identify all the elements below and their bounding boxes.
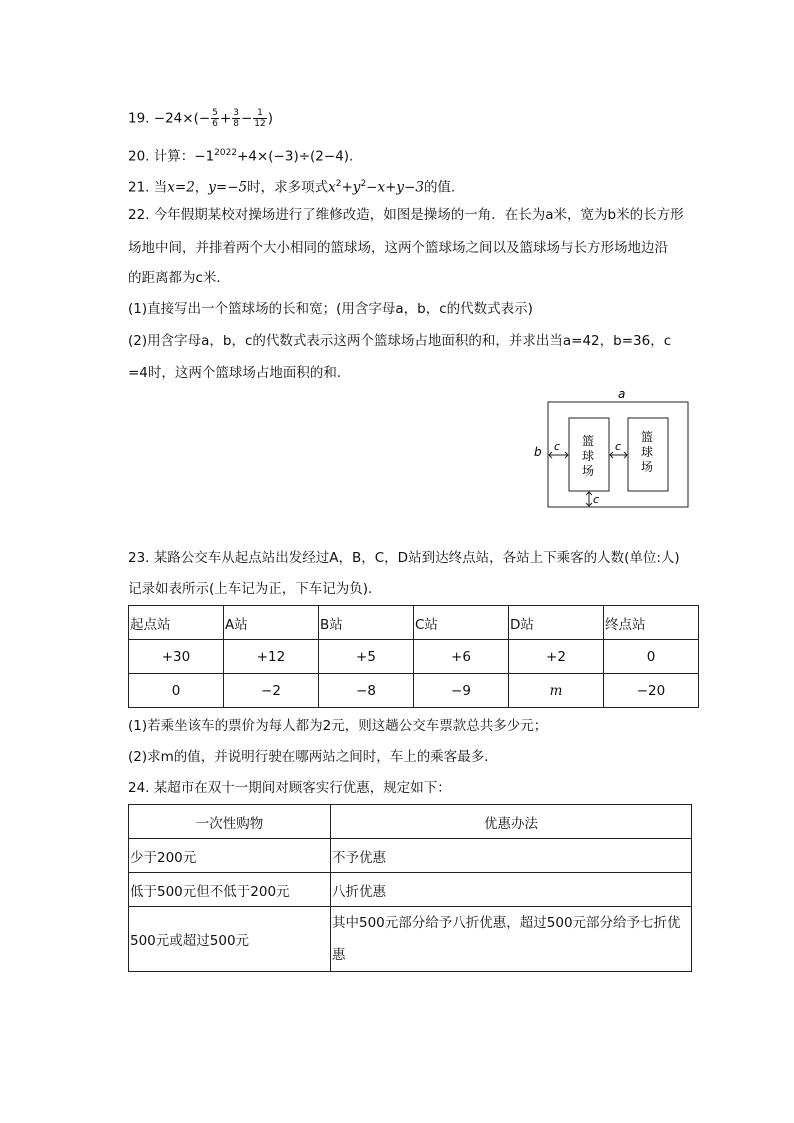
q19-plus: +: [219, 110, 232, 127]
q21-sup-1: 2: [335, 179, 342, 189]
q21-mid: 时，求多项式: [247, 179, 329, 196]
q23-line-1: 23. 某路公交车从起点站出发经过A，B，C，D站到达终点站，各站上下乘客的人数(单位:人): [128, 550, 680, 566]
table-cell: 八折优惠: [331, 873, 692, 907]
table-cell: −8: [319, 674, 414, 708]
q21-x-value: x=2: [167, 179, 195, 196]
header-cell: 终点站: [604, 606, 699, 640]
q19-fraction-2: [232, 108, 240, 129]
table-cell: 少于200元: [129, 839, 331, 873]
q22-part-2b: =4时，这两个篮球场占地面积的和．: [128, 365, 351, 381]
q21-sup-2: 2: [360, 179, 367, 189]
q23-part-1: (1)若乘坐该车的票价为每人都为2元，则这趟公交车票款总共多少元；: [128, 718, 548, 734]
table-cell: +12: [224, 640, 319, 674]
q22-part-1: (1)直接写出一个篮球场的长和宽；(用含字母a，b，c的代数式表示): [128, 301, 533, 317]
table-row: [129, 674, 699, 708]
question-21: [128, 174, 455, 198]
table-row: [129, 805, 692, 839]
header-cell: 一次性购物: [129, 805, 331, 839]
q20-rest: +4×(−3)÷(2−4).: [237, 148, 354, 165]
question-20: [128, 143, 353, 167]
table-cell: 0: [604, 640, 699, 674]
header-cell: B站: [319, 606, 414, 640]
q21-pre: 21. 当: [128, 179, 168, 196]
header-cell: D站: [509, 606, 604, 640]
q20-exponent: 2022: [214, 148, 238, 158]
table-cell: +2: [509, 640, 604, 674]
q19-close: ): [267, 110, 273, 127]
q19-minus: −: [240, 110, 253, 127]
q19-fraction-1: [211, 108, 219, 129]
q21-expr-1: x: [328, 179, 336, 196]
q21-expr-2: +y: [341, 179, 361, 196]
court-left-char-1: 篮: [582, 434, 595, 448]
question-19: [128, 108, 273, 129]
header-cell: 起点站: [129, 606, 224, 640]
table-cell: 0: [129, 674, 224, 708]
table-row: [129, 907, 692, 972]
label-b: b: [534, 445, 542, 459]
table-cell: −2: [224, 674, 319, 708]
table-cell: +30: [129, 640, 224, 674]
field-diagram: [530, 385, 700, 515]
q19-f2-den: 8: [233, 119, 239, 129]
q19-f2-num: 3: [233, 108, 239, 118]
q19-f1-den: 6: [212, 119, 218, 129]
table-row: [129, 640, 699, 674]
table-cell: −9: [414, 674, 509, 708]
table-cell: −20: [604, 674, 699, 708]
q20-text: 20. 计算：−1: [128, 148, 215, 165]
q19-f1-num: 5: [212, 108, 218, 118]
header-cell: A站: [224, 606, 319, 640]
q21-end: 的值.: [423, 179, 456, 196]
q21-expr-3: −x+y−3: [366, 179, 424, 196]
q24-line-1: 24. 某超市在双十一期间对顾客实行优惠，规定如下：: [128, 780, 451, 796]
label-c-middle: c: [615, 440, 622, 453]
court-right-char-2: 球: [641, 445, 654, 459]
q19-lead: −24×(−: [153, 110, 211, 127]
court-left-char-3: 场: [582, 464, 595, 478]
q22-part-2a: (2)用含字母a，b，c的代数式表示这两个篮球场占地面积的和，并求出当a=42，b=36，c: [128, 333, 672, 349]
q23-part-2: (2)求m的值，并说明行驶在哪两站之间时，车上的乘客最多．: [128, 749, 498, 765]
q19-f3-den: 12: [254, 119, 266, 129]
label-a: a: [618, 387, 626, 401]
label-c-bottom: c: [593, 493, 600, 506]
q22-line-3: 的距离都为c米．: [128, 270, 230, 286]
table-row: [129, 839, 692, 873]
q19-fraction-3: [253, 108, 266, 129]
bus-table: [128, 605, 699, 708]
q21-sep: ，: [194, 179, 209, 196]
table-cell: 500元或超过500元: [129, 907, 331, 972]
discount-table: [128, 804, 692, 972]
q19-number: 19.: [128, 110, 150, 127]
table-row: [129, 606, 699, 640]
table-cell: +5: [319, 640, 414, 674]
table-row: [129, 873, 692, 907]
q21-y-value: y=−5: [208, 179, 248, 196]
q23-line-2: 记录如表所示(上车记为正，下车记为负)．: [128, 581, 382, 597]
table-cell: m: [509, 674, 604, 708]
q22-line-2: 场地中间，并排着两个大小相同的篮球场，这两个篮球场之间以及篮球场与长方形场地边沿: [128, 240, 668, 256]
court-left-char-2: 球: [582, 449, 595, 463]
table-cell: +6: [414, 640, 509, 674]
court-right-char-1: 篮: [641, 430, 654, 444]
label-c-left: c: [554, 440, 561, 453]
court-right-char-3: 场: [641, 460, 654, 474]
q19-f3-num: 1: [253, 108, 266, 119]
header-cell: C站: [414, 606, 509, 640]
table-cell: 不予优惠: [331, 839, 692, 873]
header-cell: 优惠办法: [331, 805, 692, 839]
table-cell: 低于500元但不低于200元: [129, 873, 331, 907]
q22-line-1: 22. 今年假期某校对操场进行了维修改造，如图是操场的一角．在长为a米，宽为b米的长方形: [128, 207, 684, 223]
table-cell: 其中500元部分给予八折优惠，超过500元部分给予七折优惠: [331, 907, 692, 972]
